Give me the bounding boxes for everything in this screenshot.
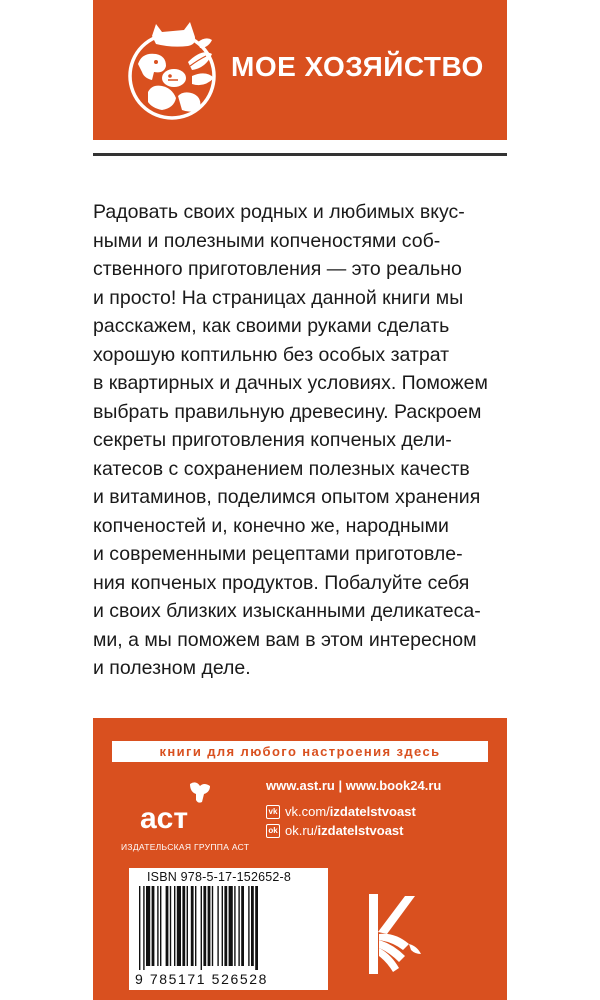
description-line: и современными рецептами приготовле- [93, 543, 463, 565]
description-line: в квартирных и дачных условиях. Поможем [93, 372, 488, 394]
publisher-tagline: книги для любого настроения здесь [112, 741, 488, 762]
description-line: ными и полезными копченостями соб- [93, 229, 441, 252]
ast-logo-icon [138, 778, 218, 836]
description-line: расскажем, как своими руками сделать [93, 315, 450, 337]
vk-link-handle: izdatelstvoast [329, 804, 416, 819]
description-line: Радовать своих родных и любимых вкус- [93, 201, 465, 223]
book-description [93, 198, 507, 683]
series-emblem-icon [126, 18, 222, 126]
divider [93, 153, 507, 156]
description-line: и витаминов, поделимся опытом хранения [93, 486, 481, 508]
ok-icon: ok [266, 824, 280, 838]
barcode-panel [129, 868, 328, 990]
description-line: секреты приготовления копченых дели- [93, 429, 452, 451]
vk-icon: vk [266, 805, 280, 819]
description-line: ственного приготовления — это реально [93, 258, 462, 280]
publisher-links [266, 778, 441, 838]
ok-link[interactable] [266, 823, 441, 838]
ok-link-handle: izdatelstvoast [317, 823, 404, 838]
barcode-digits: 9 785171 526528 [135, 971, 268, 987]
barcode-icon [135, 886, 323, 970]
description-line: и просто! На страницах данной книги мы [93, 286, 464, 309]
isbn-label: ISBN 978-5-17-152652-8 [147, 870, 292, 884]
description-line: и своих близких изысканными деликатеса- [93, 600, 481, 622]
description-line: копченостей и, конечно же, народными [93, 514, 449, 537]
description-line: и полезном деле. [93, 657, 251, 679]
series-title: МОЕ ХОЗЯЙСТВО [231, 51, 484, 82]
description-line: хорошую коптильню без особых затрат [93, 343, 450, 366]
description-line: ния копченых продуктов. Побалуйте себя [93, 571, 470, 594]
description-line: выбрать правильную древесину. Раскроем [93, 400, 482, 423]
ok-link-prefix: ok.ru/ [285, 823, 318, 838]
website-links[interactable]: www.ast.ru | www.book24.ru [266, 778, 442, 793]
ast-logo-text: аст [140, 802, 189, 835]
vk-link[interactable] [266, 804, 441, 819]
description-line: ми, а мы поможем вам в этом интересном [93, 628, 477, 651]
vk-link-prefix: vk.com/ [285, 804, 330, 819]
description-line: катесов с сохранением полезных качеств [93, 457, 470, 480]
publisher-name: ИЗДАТЕЛЬСКАЯ ГРУППА АСТ [121, 842, 250, 852]
k-book-logo-icon [365, 892, 425, 976]
